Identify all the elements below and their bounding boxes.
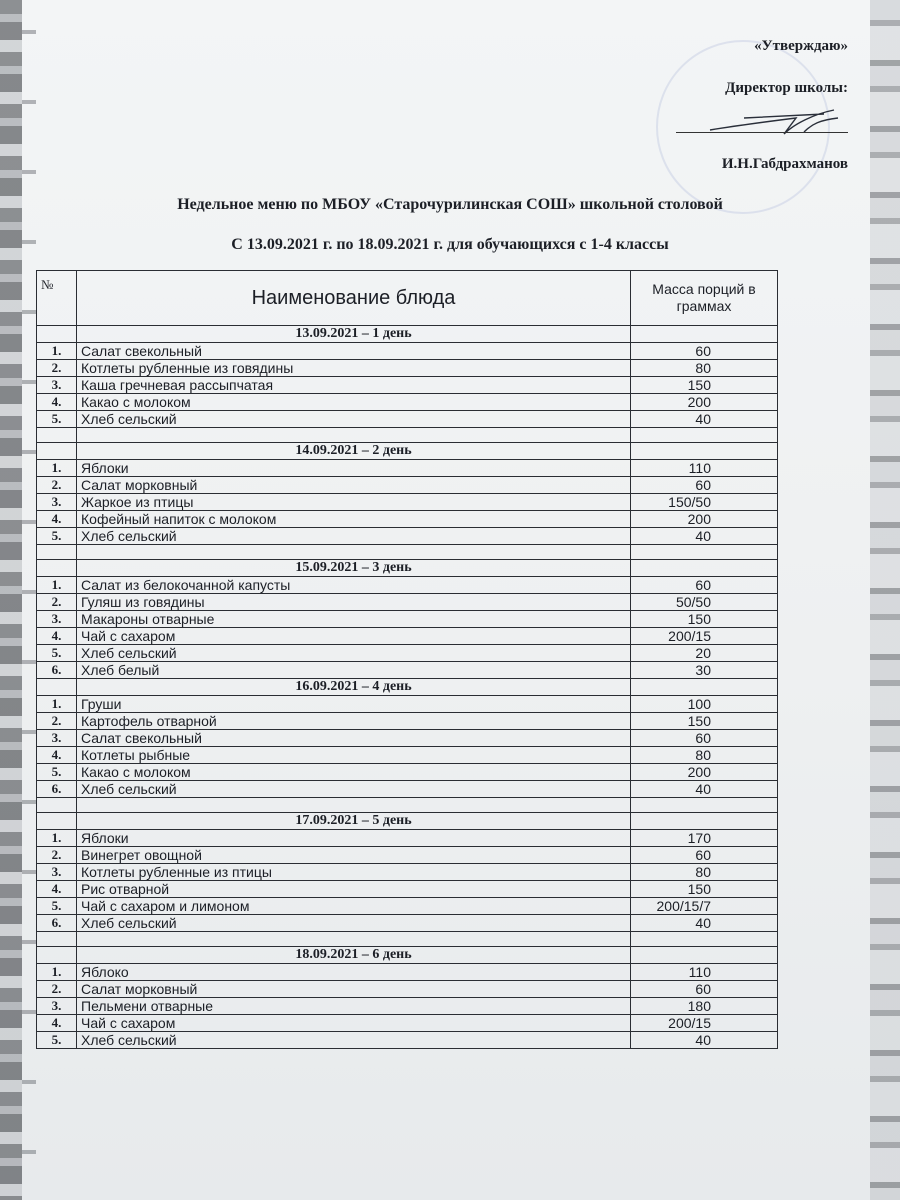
dish-name: Хлеб сельский xyxy=(77,1032,631,1049)
column-header-dish: Наименование блюда xyxy=(77,271,631,326)
table-row xyxy=(37,662,778,679)
day-header-empty xyxy=(631,443,778,460)
row-number: 2. xyxy=(37,981,77,998)
portion-mass: 60 xyxy=(631,343,778,360)
row-number: 2. xyxy=(37,360,77,377)
dish-name: Чай с сахаром и лимоном xyxy=(77,898,631,915)
portion-mass: 40 xyxy=(631,915,778,932)
dish-name: Салат морковный xyxy=(77,477,631,494)
row-number: 2. xyxy=(37,477,77,494)
dish-name: Салат из белокочанной капусты xyxy=(77,577,631,594)
portion-mass: 150 xyxy=(631,377,778,394)
dish-name: Котлеты рыбные xyxy=(77,747,631,764)
table-row xyxy=(37,915,778,932)
day-header-empty xyxy=(37,947,77,964)
dish-name: Гуляш из говядины xyxy=(77,594,631,611)
day-header-empty xyxy=(631,813,778,830)
portion-mass: 110 xyxy=(631,964,778,981)
dish-name: Хлеб сельский xyxy=(77,781,631,798)
dish-name: Макароны отварные xyxy=(77,611,631,628)
portion-mass: 40 xyxy=(631,1032,778,1049)
table-row xyxy=(37,477,778,494)
row-number: 4. xyxy=(37,881,77,898)
portion-mass: 150 xyxy=(631,713,778,730)
row-number: 4. xyxy=(37,1015,77,1032)
portion-mass: 50/50 xyxy=(631,594,778,611)
menu-table xyxy=(36,270,778,1049)
table-row xyxy=(37,1032,778,1049)
row-number: 6. xyxy=(37,662,77,679)
signature-mark xyxy=(704,104,844,140)
table-row xyxy=(37,696,778,713)
row-number: 3. xyxy=(37,611,77,628)
portion-mass: 200/15 xyxy=(631,628,778,645)
table-row xyxy=(37,394,778,411)
portion-mass: 40 xyxy=(631,411,778,428)
dish-name: Чай с сахаром xyxy=(77,628,631,645)
table-row xyxy=(37,343,778,360)
dish-name: Рис отварной xyxy=(77,881,631,898)
row-number: 3. xyxy=(37,377,77,394)
blank-cell xyxy=(37,932,77,947)
row-number: 1. xyxy=(37,460,77,477)
dish-name: Винегрет овощной xyxy=(77,847,631,864)
blank-row xyxy=(37,545,778,560)
portion-mass: 200/15/7 xyxy=(631,898,778,915)
dish-name: Пельмени отварные xyxy=(77,998,631,1015)
portion-mass: 150/50 xyxy=(631,494,778,511)
table-row xyxy=(37,830,778,847)
row-number: 3. xyxy=(37,494,77,511)
dish-name: Салат свекольный xyxy=(77,343,631,360)
scan-edge-right xyxy=(870,0,900,1200)
dish-name: Груши xyxy=(77,696,631,713)
day-header-row xyxy=(37,947,778,964)
day-header-row xyxy=(37,326,778,343)
day-label: 14.09.2021 – 2 день xyxy=(77,443,631,460)
portion-mass: 30 xyxy=(631,662,778,679)
row-number: 2. xyxy=(37,594,77,611)
blank-cell xyxy=(631,428,778,443)
dish-name: Котлеты рубленные из говядины xyxy=(77,360,631,377)
table-row xyxy=(37,377,778,394)
day-header-row xyxy=(37,560,778,577)
dish-name: Каша гречневая рассыпчатая xyxy=(77,377,631,394)
blank-cell xyxy=(77,798,631,813)
row-number: 1. xyxy=(37,577,77,594)
blank-cell xyxy=(631,798,778,813)
portion-mass: 60 xyxy=(631,477,778,494)
table-row xyxy=(37,360,778,377)
blank-row xyxy=(37,798,778,813)
table-row xyxy=(37,847,778,864)
row-number: 5. xyxy=(37,898,77,915)
dish-name: Салат морковный xyxy=(77,981,631,998)
table-row xyxy=(37,611,778,628)
table-row xyxy=(37,594,778,611)
portion-mass: 200 xyxy=(631,511,778,528)
table-row xyxy=(37,864,778,881)
row-number: 2. xyxy=(37,847,77,864)
dish-name: Картофель отварной xyxy=(77,713,631,730)
table-row xyxy=(37,645,778,662)
dish-name: Какао с молоком xyxy=(77,394,631,411)
blank-cell xyxy=(77,428,631,443)
dish-name: Хлеб сельский xyxy=(77,915,631,932)
table-row xyxy=(37,747,778,764)
table-row xyxy=(37,628,778,645)
portion-mass: 150 xyxy=(631,611,778,628)
day-header-empty xyxy=(37,560,77,577)
table-row xyxy=(37,998,778,1015)
table-row xyxy=(37,981,778,998)
blank-cell xyxy=(631,545,778,560)
portion-mass: 170 xyxy=(631,830,778,847)
row-number: 2. xyxy=(37,713,77,730)
blank-cell xyxy=(631,932,778,947)
day-header-empty xyxy=(37,813,77,830)
row-number: 3. xyxy=(37,998,77,1015)
row-number: 4. xyxy=(37,628,77,645)
dish-name: Яблоки xyxy=(77,830,631,847)
portion-mass: 200 xyxy=(631,764,778,781)
portion-mass: 20 xyxy=(631,645,778,662)
day-header-row xyxy=(37,813,778,830)
approval-name: И.Н.Габдрахманов xyxy=(721,156,848,172)
portion-mass: 150 xyxy=(631,881,778,898)
dish-name: Хлеб белый xyxy=(77,662,631,679)
day-label: 15.09.2021 – 3 день xyxy=(77,560,631,577)
day-label: 17.09.2021 – 5 день xyxy=(77,813,631,830)
table-row xyxy=(37,898,778,915)
table-row xyxy=(37,460,778,477)
menu-table-body xyxy=(37,326,778,1049)
portion-mass: 60 xyxy=(631,577,778,594)
row-number: 5. xyxy=(37,1032,77,1049)
row-number: 5. xyxy=(37,645,77,662)
table-row xyxy=(37,528,778,545)
blank-row xyxy=(37,932,778,947)
row-number: 6. xyxy=(37,915,77,932)
portion-mass: 180 xyxy=(631,998,778,1015)
portion-mass: 40 xyxy=(631,781,778,798)
blank-row xyxy=(37,428,778,443)
row-number: 5. xyxy=(37,764,77,781)
row-number: 3. xyxy=(37,730,77,747)
table-row xyxy=(37,781,778,798)
table-row xyxy=(37,1015,778,1032)
row-number: 4. xyxy=(37,394,77,411)
table-row xyxy=(37,964,778,981)
table-row xyxy=(37,730,778,747)
row-number: 3. xyxy=(37,864,77,881)
row-number: 4. xyxy=(37,511,77,528)
table-row xyxy=(37,577,778,594)
day-header-empty xyxy=(37,443,77,460)
day-header-empty xyxy=(37,679,77,696)
row-number: 1. xyxy=(37,830,77,847)
document-title: Недельное меню по МБОУ «Старочурилинская СОШ» школьной столовой xyxy=(177,196,723,213)
dish-name: Хлеб сельский xyxy=(77,645,631,662)
table-row xyxy=(37,511,778,528)
day-label: 18.09.2021 – 6 день xyxy=(77,947,631,964)
dish-name: Чай с сахаром xyxy=(77,1015,631,1032)
portion-mass: 100 xyxy=(631,696,778,713)
row-number: 1. xyxy=(37,964,77,981)
dish-name: Котлеты рубленные из птицы xyxy=(77,864,631,881)
blank-cell xyxy=(37,798,77,813)
dish-name: Яблоки xyxy=(77,460,631,477)
scan-edge-left xyxy=(0,0,22,1200)
dish-name: Яблоко xyxy=(77,964,631,981)
column-header-number: № xyxy=(37,271,77,326)
blank-cell xyxy=(37,428,77,443)
table-row xyxy=(37,713,778,730)
document-subtitle: С 13.09.2021 г. по 18.09.2021 г. для обучающихся с 1-4 классы xyxy=(231,236,669,253)
day-header-empty xyxy=(631,679,778,696)
portion-mass: 60 xyxy=(631,847,778,864)
row-number: 1. xyxy=(37,343,77,360)
day-label: 13.09.2021 – 1 день xyxy=(77,326,631,343)
table-row xyxy=(37,494,778,511)
blank-cell xyxy=(77,545,631,560)
signature-line xyxy=(676,132,848,133)
portion-mass: 110 xyxy=(631,460,778,477)
approval-position: Директор школы: xyxy=(725,80,848,96)
portion-mass: 80 xyxy=(631,864,778,881)
dish-name: Салат свекольный xyxy=(77,730,631,747)
scan-edge-left-marks xyxy=(22,0,36,1200)
column-header-mass: Масса порций в граммах xyxy=(631,271,778,326)
day-header-row xyxy=(37,679,778,696)
row-number: 6. xyxy=(37,781,77,798)
blank-cell xyxy=(37,545,77,560)
row-number: 5. xyxy=(37,528,77,545)
day-header-empty xyxy=(631,947,778,964)
day-header-row xyxy=(37,443,778,460)
portion-mass: 40 xyxy=(631,528,778,545)
table-row xyxy=(37,764,778,781)
approval-line1: «Утверждаю» xyxy=(754,38,848,54)
row-number: 4. xyxy=(37,747,77,764)
row-number: 5. xyxy=(37,411,77,428)
portion-mass: 60 xyxy=(631,730,778,747)
day-label: 16.09.2021 – 4 день xyxy=(77,679,631,696)
blank-cell xyxy=(77,932,631,947)
portion-mass: 60 xyxy=(631,981,778,998)
day-header-empty xyxy=(631,326,778,343)
dish-name: Хлеб сельский xyxy=(77,411,631,428)
portion-mass: 200/15 xyxy=(631,1015,778,1032)
day-header-empty xyxy=(631,560,778,577)
row-number: 1. xyxy=(37,696,77,713)
table-header-row xyxy=(37,271,778,326)
dish-name: Хлеб сельский xyxy=(77,528,631,545)
portion-mass: 80 xyxy=(631,360,778,377)
table-row xyxy=(37,411,778,428)
table-row xyxy=(37,881,778,898)
portion-mass: 200 xyxy=(631,394,778,411)
day-header-empty xyxy=(37,326,77,343)
dish-name: Кофейный напиток с молоком xyxy=(77,511,631,528)
dish-name: Жаркое из птицы xyxy=(77,494,631,511)
portion-mass: 80 xyxy=(631,747,778,764)
dish-name: Какао с молоком xyxy=(77,764,631,781)
